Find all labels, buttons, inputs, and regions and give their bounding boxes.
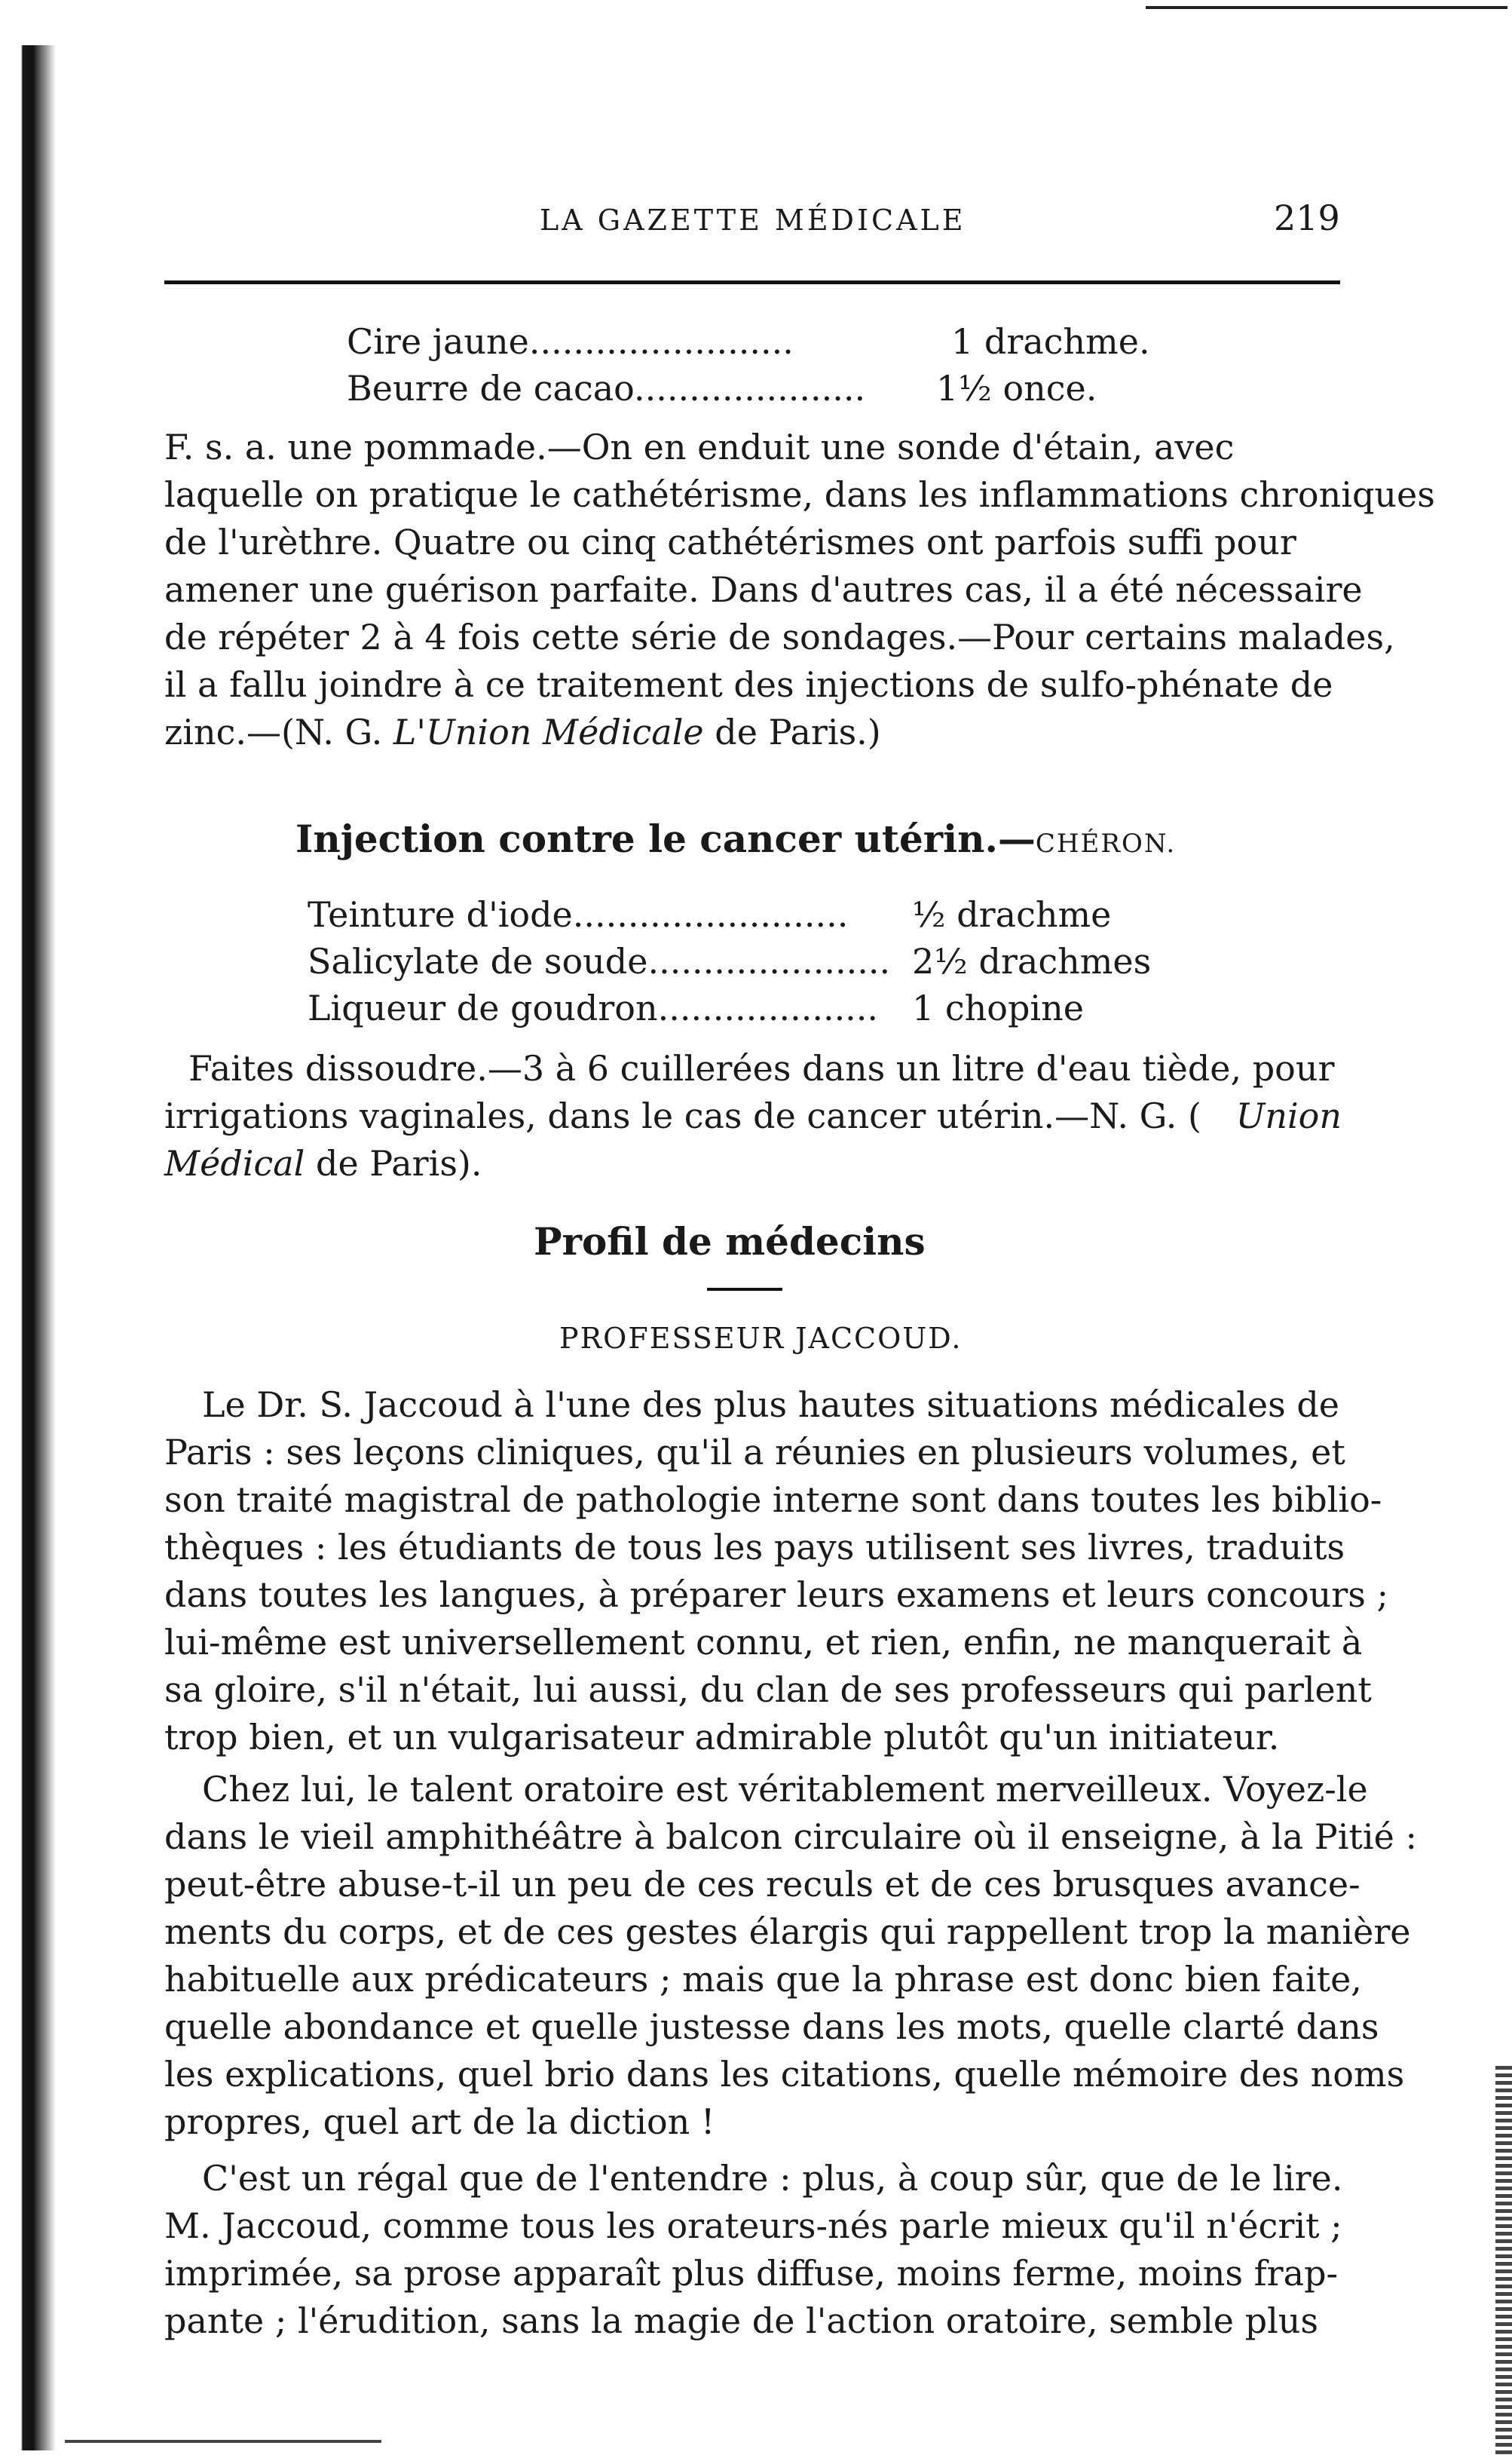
text-line: laquelle on pratique le cathétérisme, dans les inflammations chroniques bbox=[164, 474, 1435, 515]
text-line: Chez lui, le talent oratoire est véritablement merveilleux. Voyez-le bbox=[202, 1769, 1368, 1810]
text-line: ments du corps, et de ces gestes élargis qui rappellent trop la manière bbox=[164, 1911, 1411, 1952]
text-line: de répéter 2 à 4 fois cette série de sondages.—Pour certains malades, bbox=[164, 617, 1395, 657]
text-line: C'est un régal que de l'entendre : plus, à coup sûr, que de le lire. bbox=[202, 2158, 1343, 2199]
source-citation-end: de Paris). bbox=[305, 1143, 482, 1184]
text-line: irrigations vaginales, dans le cas de cancer utérin.—N. G. ( bbox=[164, 1096, 1201, 1136]
recipe1-text-line bbox=[164, 474, 1435, 515]
section-title: Injection contre le cancer utérin.— bbox=[295, 817, 1036, 861]
running-head: LA GAZETTE MÉDICALE bbox=[540, 204, 966, 237]
body-line bbox=[164, 1622, 1363, 1663]
recipe2-dose: 2½ drachmes bbox=[912, 941, 1152, 982]
recipe2-leader: ...................... bbox=[647, 941, 891, 982]
body-line bbox=[164, 2054, 1405, 2095]
recipe2-ingredient: Teinture d'iode bbox=[308, 894, 573, 935]
text-line: amener une guérison parfaite. Dans d'autres cas, il a été nécessaire bbox=[164, 569, 1363, 610]
source-citation-start: zinc.—(N. G. bbox=[164, 712, 393, 752]
text-line: propres, quel art de la diction ! bbox=[164, 2101, 715, 2142]
recipe2-ingredient: Liqueur de goudron bbox=[308, 988, 658, 1028]
recipe1-dose: 1½ once. bbox=[936, 368, 1097, 409]
body-line bbox=[164, 1527, 1345, 1568]
text-line: son traité magistral de pathologie interne sont dans toutes les biblio- bbox=[164, 1479, 1382, 1520]
section-heading-injection bbox=[295, 817, 1177, 861]
body-line bbox=[164, 1574, 1388, 1615]
section-heading-profil: Profil de médecins bbox=[534, 1219, 926, 1264]
journal-title: Union bbox=[1235, 1096, 1342, 1136]
header-rule bbox=[164, 280, 1340, 284]
recipe1-leader: ..................... bbox=[634, 368, 866, 409]
body-line bbox=[164, 1669, 1372, 1710]
section-subtitle: PROFESSEUR JACCOUD. bbox=[559, 1322, 963, 1355]
text-line: de l'urèthre. Quatre ou cinq cathétérismes ont parfois suffi pour bbox=[164, 522, 1296, 562]
text-line: pante ; l'érudition, sans la magie de l'action oratoire, semble plus bbox=[164, 2300, 1319, 2341]
section-divider-rule bbox=[707, 1288, 782, 1291]
recipe2-text-line bbox=[164, 1096, 1342, 1136]
recipe1-text-line bbox=[164, 664, 1342, 705]
body-line bbox=[164, 1816, 1417, 1857]
body-line bbox=[164, 2205, 1342, 2246]
recipe1-row bbox=[347, 321, 794, 362]
recipe1-row bbox=[347, 368, 866, 409]
recipe2-ingredient: Salicylate de soude bbox=[308, 941, 648, 982]
journal-title: L'Union Médicale bbox=[393, 712, 704, 752]
recipe1-text-line bbox=[164, 522, 1342, 562]
text-line: habituelle aux prédicateurs ; mais que la phrase est donc bien faite, bbox=[164, 1959, 1362, 2000]
body-line bbox=[202, 1769, 1368, 1810]
body-line bbox=[164, 1959, 1362, 2000]
recipe1-ingredient: Cire jaune bbox=[347, 321, 529, 362]
text-line: dans toutes les langues, à préparer leurs examens et leurs concours ; bbox=[164, 1574, 1388, 1615]
text-line: sa gloire, s'il n'était, lui aussi, du clan de ses professeurs qui parlent bbox=[164, 1669, 1372, 1710]
recipe1-text-line bbox=[164, 427, 1342, 467]
text-line: F. s. a. une pommade.—On en enduit une sonde d'étain, avec bbox=[164, 427, 1235, 467]
text-line: quelle abondance et quelle justesse dans les mots, quelle clarté dans bbox=[164, 2006, 1379, 2047]
text-line: les explications, quel brio dans les citations, quelle mémoire des noms bbox=[164, 2054, 1405, 2095]
text-line: Paris : ses leçons cliniques, qu'il a réunies en plusieurs volumes, et bbox=[164, 1432, 1345, 1473]
recipe1-text-line bbox=[164, 617, 1395, 657]
recipe1-ingredient: Beurre de cacao bbox=[347, 368, 635, 409]
recipe2-dose: ½ drachme bbox=[912, 894, 1112, 935]
section-author: CHÉRON. bbox=[1035, 829, 1177, 859]
recipe2-leader: ......................... bbox=[572, 894, 849, 935]
body-line bbox=[164, 2006, 1379, 2047]
recipe2-row bbox=[308, 894, 849, 935]
body-line bbox=[164, 2253, 1342, 2294]
text-line: imprimée, sa prose apparaît plus diffuse, moins ferme, moins frap- bbox=[164, 2253, 1339, 2294]
recipe1-text-line-last bbox=[164, 712, 881, 752]
text-line: lui-même est universellement connu, et rien, enfin, ne manquerait à bbox=[164, 1622, 1363, 1663]
body-line bbox=[164, 1864, 1360, 1905]
text-line: trop bien, et un vulgarisateur admirable plutôt qu'un initiateur. bbox=[164, 1717, 1280, 1758]
text-line: peut-être abuse-t-il un peu de ces reculs et de ces brusques avance- bbox=[164, 1864, 1360, 1905]
page-number: 219 bbox=[1274, 198, 1340, 238]
body-line bbox=[164, 1479, 1382, 1520]
recipe1-dose: 1 drachme. bbox=[951, 321, 1150, 362]
body-line bbox=[202, 1384, 1342, 1425]
text-line: il a fallu joindre à ce traitement des injections de sulfo-phénate de bbox=[164, 664, 1333, 705]
body-line bbox=[164, 2300, 1342, 2341]
recipe1-leader: ........................ bbox=[528, 321, 794, 362]
body-line bbox=[164, 1911, 1411, 1952]
recipe2-text-line-last bbox=[164, 1143, 482, 1184]
text-line: Le Dr. S. Jaccoud à l'une des plus hautes situations médicales de bbox=[202, 1384, 1339, 1425]
recipe2-text-line bbox=[188, 1048, 1342, 1089]
recipe2-leader: .................... bbox=[657, 988, 879, 1028]
recipe2-row bbox=[308, 988, 879, 1028]
text-line: Faites dissoudre.—3 à 6 cuillerées dans un litre d'eau tiède, pour bbox=[188, 1048, 1335, 1089]
text-line: M. Jaccoud, comme tous les orateurs-nés parle mieux qu'il n'écrit ; bbox=[164, 2205, 1342, 2246]
body-line bbox=[164, 1432, 1345, 1473]
recipe2-dose: 1 chopine bbox=[912, 988, 1084, 1028]
source-citation-end: de Paris.) bbox=[703, 712, 881, 752]
body-line bbox=[164, 2101, 715, 2142]
body-line bbox=[164, 1717, 1280, 1758]
text-line: dans le vieil amphithéâtre à balcon circulaire où il enseigne, à la Pitié : bbox=[164, 1816, 1417, 1857]
body-line bbox=[202, 2158, 1343, 2199]
journal-title: Médical bbox=[164, 1143, 305, 1184]
recipe1-text-line bbox=[164, 569, 1363, 610]
text-line: thèques : les étudiants de tous les pays utilisent ses livres, traduits bbox=[164, 1527, 1345, 1568]
recipe2-row bbox=[308, 941, 891, 982]
